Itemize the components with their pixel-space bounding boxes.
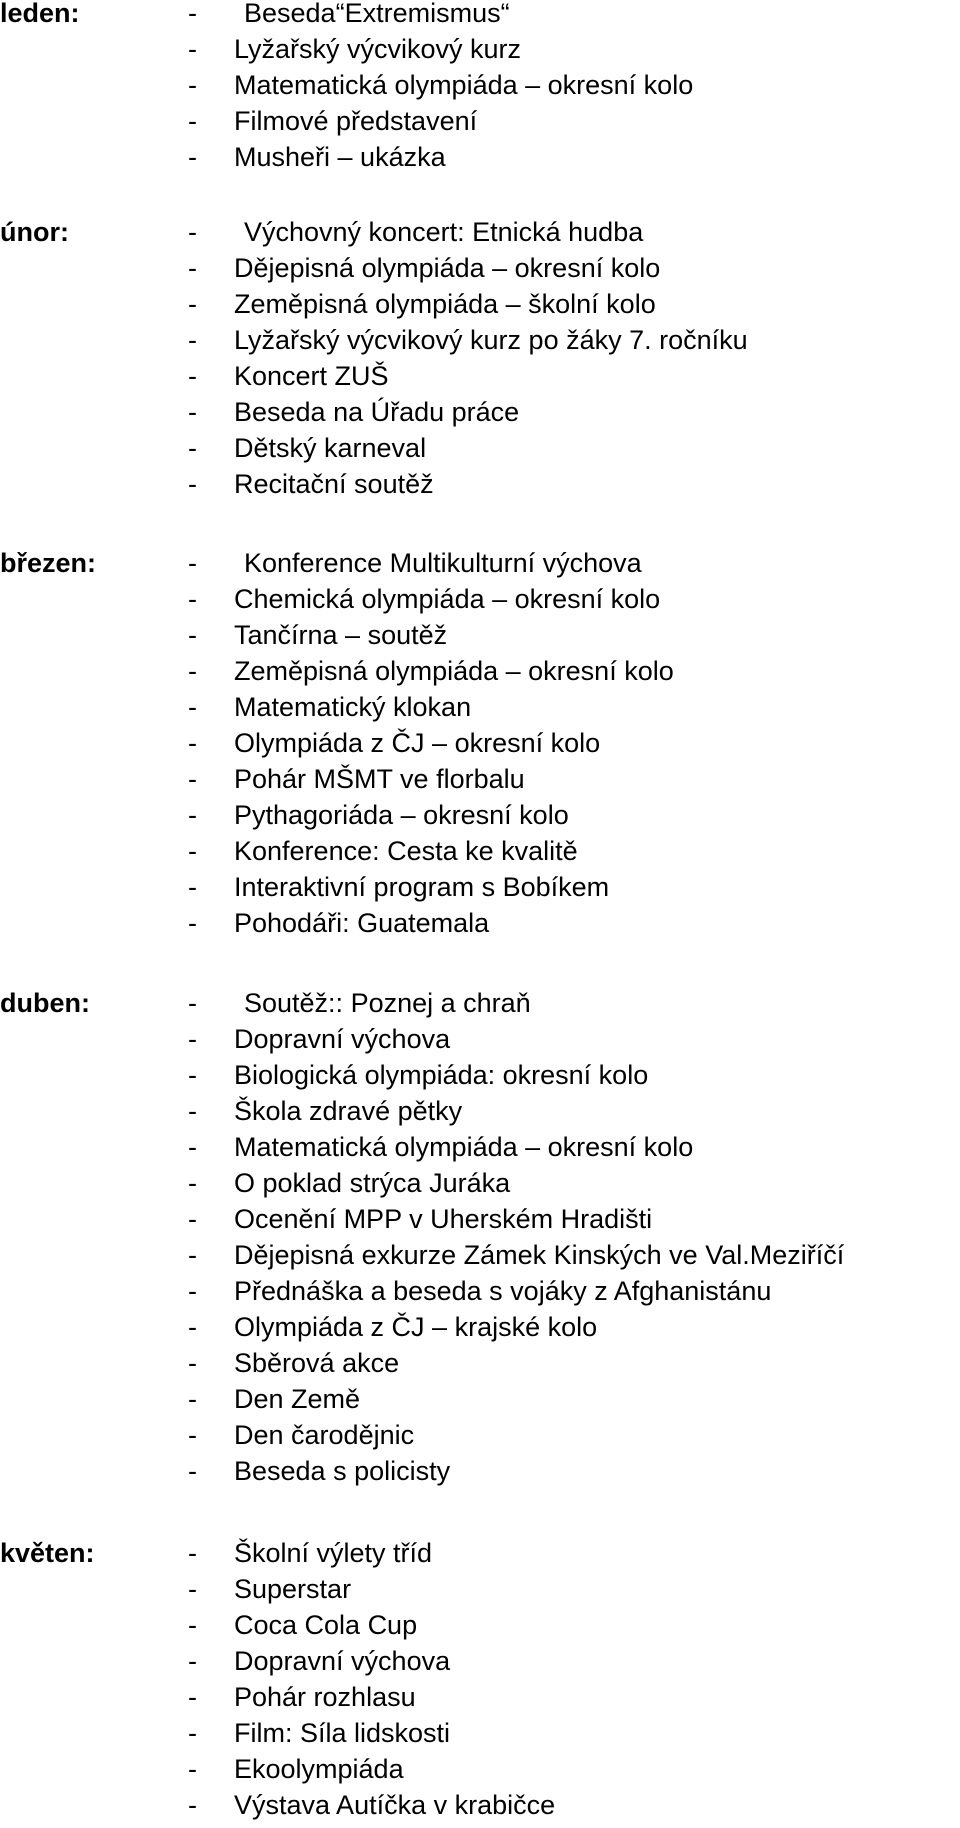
list-bullet: - [188,1312,197,1342]
list-item [188,1345,960,1381]
event-label: O poklad strýca Juráka [234,1168,511,1198]
event-label: Přednáška a beseda s vojáky z Afghanistánu [234,1276,772,1306]
list-bullet: - [188,1718,197,1748]
list-bullet: - [188,548,197,578]
list-bullet: - [188,253,197,283]
list-bullet: - [188,908,197,938]
list-bullet: - [188,1168,197,1198]
list-item [188,1607,960,1643]
event-label: Dějepisná exkurze Zámek Kinských ve Val.Meziříčí [234,1240,845,1270]
list-bullet: - [188,325,197,355]
event-label: Lyžařský výcvikový kurz po žáky 7. ročníku [234,325,748,355]
list-item [188,358,960,394]
list-bullet: - [188,1132,197,1162]
month-section-brezen [0,545,960,941]
event-label: Olympiáda z ČJ – okresní kolo [234,728,601,758]
list-bullet: - [188,34,197,64]
event-label: Biologická olympiáda: okresní kolo [234,1060,649,1090]
list-item [188,1679,960,1715]
list-bullet: - [188,1538,197,1568]
list-item [188,985,960,1021]
event-label: Výchovný koncert: Etnická hudba [244,217,644,247]
list-item [188,1751,960,1787]
month-label: květen: [0,1538,95,1568]
list-bullet: - [188,728,197,758]
list-item [188,905,960,941]
list-item [188,139,960,175]
list-bullet: - [188,836,197,866]
list-item [188,1571,960,1607]
month-label: leden: [0,0,80,28]
list-item [188,31,960,67]
list-bullet: - [188,1682,197,1712]
list-item [188,1643,960,1679]
list-bullet: - [188,872,197,902]
list-item [188,545,960,581]
list-bullet: - [188,469,197,499]
list-bullet: - [188,1240,197,1270]
month-section-leden [0,0,960,175]
list-bullet: - [188,692,197,722]
month-section-unor [0,214,960,502]
event-label: Zeměpisná olympiáda – školní kolo [234,289,656,319]
list-item [188,1535,960,1571]
list-item [188,67,960,103]
list-item [188,1381,960,1417]
list-bullet: - [188,1204,197,1234]
list-item [188,466,960,502]
list-bullet: - [188,70,197,100]
list-item [188,1715,960,1751]
event-label: Pohár rozhlasu [234,1682,416,1712]
list-bullet: - [188,289,197,319]
event-list [0,1535,960,1823]
list-item [188,1057,960,1093]
event-label: Lyžařský výcvikový kurz [234,34,522,64]
list-item [188,1237,960,1273]
list-bullet: - [188,620,197,650]
event-label: Výstava Autíčka v krabičce [234,1790,556,1820]
list-item [188,250,960,286]
list-bullet: - [188,217,197,247]
list-bullet: - [188,1024,197,1054]
month-section-duben [0,985,960,1489]
event-list [0,545,960,941]
event-label: Recitační soutěž [234,469,434,499]
event-label: Tančírna – soutěž [234,620,448,650]
list-bullet: - [188,656,197,686]
event-label: Film: Síla lidskosti [234,1718,451,1748]
list-bullet: - [188,1610,197,1640]
list-item [188,797,960,833]
list-bullet: - [188,433,197,463]
list-item [188,430,960,466]
list-item [188,394,960,430]
month-label: duben: [0,988,90,1018]
list-bullet: - [188,1060,197,1090]
list-item [188,1129,960,1165]
list-bullet: - [188,1754,197,1784]
month-section-kveten [0,1535,960,1823]
event-label: Soutěž:: Poznej a chraň [244,988,531,1018]
list-bullet: - [188,1646,197,1676]
list-bullet: - [188,1096,197,1126]
list-item [188,1273,960,1309]
event-label: Sběrová akce [234,1348,400,1378]
event-list [0,985,960,1489]
list-bullet: - [188,397,197,427]
event-label: Ocenění MPP v Uherském Hradišti [234,1204,653,1234]
list-bullet: - [188,142,197,172]
event-label: Konference: Cesta ke kvalitě [234,836,578,866]
list-item [188,0,960,31]
list-item [188,1165,960,1201]
list-item [188,833,960,869]
event-label: Pohár MŠMT ve florbalu [234,764,525,794]
event-label: Interaktivní program s Bobíkem [234,872,610,902]
list-item [188,1021,960,1057]
event-label: Musheři – ukázka [234,142,446,172]
event-label: Dětský karneval [234,433,427,463]
event-label: Koncert ZUŠ [234,361,389,391]
list-item [188,1309,960,1345]
event-label: Matematická olympiáda – okresní kolo [234,1132,694,1162]
list-item [188,214,960,250]
list-bullet: - [188,1574,197,1604]
list-item [188,761,960,797]
event-label: Matematický klokan [234,692,472,722]
event-label: Den Země [234,1384,361,1414]
list-bullet: - [188,584,197,614]
list-item [188,869,960,905]
event-label: Pythagoriáda – okresní kolo [234,800,569,830]
event-label: Dopravní výchova [234,1024,451,1054]
list-item [188,1453,960,1489]
list-item [188,653,960,689]
list-item [188,725,960,761]
list-bullet: - [188,764,197,794]
event-label: Beseda“Extremismus“ [244,0,510,28]
event-label: Beseda na Úřadu práce [234,397,520,427]
list-bullet: - [188,1348,197,1378]
list-item [188,1787,960,1823]
list-bullet: - [188,106,197,136]
event-list [0,0,960,175]
event-label: Olympiáda z ČJ – krajské kolo [234,1312,598,1342]
month-label: březen: [0,548,97,578]
event-label: Dějepisná olympiáda – okresní kolo [234,253,661,283]
event-label: Den čarodějnic [234,1420,415,1450]
list-item [188,689,960,725]
list-bullet: - [188,988,197,1018]
list-bullet: - [188,1790,197,1820]
event-label: Ekoolympiáda [234,1754,404,1784]
list-item [188,1093,960,1129]
list-item [188,1417,960,1453]
month-label: únor: [0,217,69,247]
list-bullet: - [188,1456,197,1486]
event-label: Superstar [234,1574,352,1604]
list-item [188,322,960,358]
list-bullet: - [188,0,197,28]
list-bullet: - [188,361,197,391]
event-label: Filmové představení [234,106,478,136]
event-label: Beseda s policisty [234,1456,451,1486]
event-label: Matematická olympiáda – okresní kolo [234,70,694,100]
list-item [188,1201,960,1237]
event-list [0,214,960,502]
event-label: Zeměpisná olympiáda – okresní kolo [234,656,674,686]
event-label: Škola zdravé pětky [234,1096,463,1126]
event-label: Coca Cola Cup [234,1610,418,1640]
list-bullet: - [188,800,197,830]
event-label: Školní výlety tříd [234,1538,433,1568]
list-item [188,581,960,617]
list-item [188,617,960,653]
list-bullet: - [188,1276,197,1306]
list-bullet: - [188,1420,197,1450]
event-label: Pohodáři: Guatemala [234,908,490,938]
list-item [188,286,960,322]
list-bullet: - [188,1384,197,1414]
event-label: Chemická olympiáda – okresní kolo [234,584,661,614]
list-item [188,103,960,139]
event-label: Dopravní výchova [234,1646,451,1676]
event-label: Konference Multikulturní výchova [244,548,642,578]
